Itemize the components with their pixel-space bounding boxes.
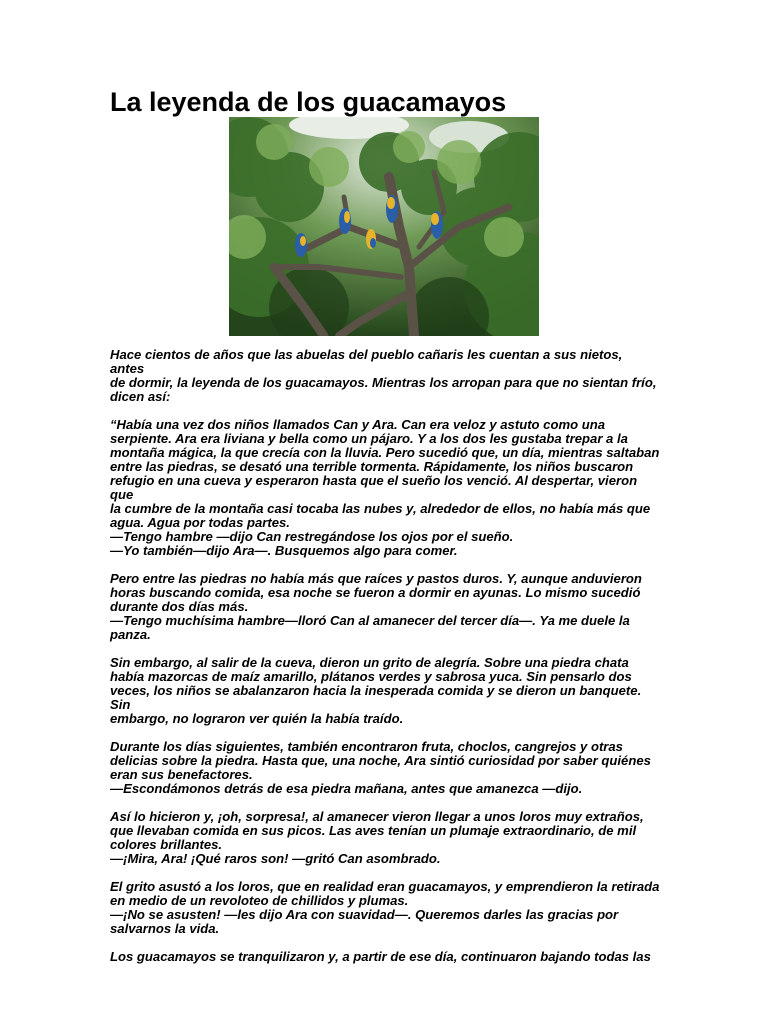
text-line: —Tengo hambre —dijo Can restregándose los ojos por el sueño.: [110, 529, 514, 544]
page-title: La leyenda de los guacamayos: [110, 87, 507, 117]
text-line: Pero entre las piedras no había más que raíces y pastos duros. Y, aunque anduvieron: [110, 571, 642, 586]
text-line: embargo, no lograron ver quién la había traído.: [110, 711, 404, 726]
text-line: serpiente. Ara era liviana y bella como un pájaro. Y a los dos les gustaba trepar a la: [110, 431, 628, 446]
story-paragraph: [110, 810, 660, 866]
text-line: Sin embargo, al salir de la cueva, dieron un grito de alegría. Sobre una piedra chata: [110, 655, 629, 670]
story-paragraph: [110, 572, 660, 642]
text-line: colores brillantes.: [110, 837, 223, 852]
text-line: horas buscando comida, esa noche se fueron a dormir en ayunas. Lo mismo sucedió: [110, 585, 641, 600]
text-line: —Escondámonos detrás de esa piedra mañana, antes que amanezca —dijo.: [110, 781, 583, 796]
text-line: que llevaban comida en sus picos. Las aves tenían un plumaje extraordinario, de mil: [110, 823, 637, 838]
text-line: Así lo hicieron y, ¡oh, sorpresa!, al amanecer vieron llegar a unos loros muy extraños,: [110, 809, 644, 824]
text-line: salvarnos la vida.: [110, 921, 220, 936]
text-line: la cumbre de la montaña casi tocaba las nubes y, alrededor de ellos, no había más que: [110, 501, 651, 516]
story-paragraph: [110, 656, 660, 726]
text-line: había mazorcas de maíz amarillo, plátanos verdes y sabrosa yuca. Sin pensarlo dos: [110, 669, 632, 684]
text-line: entre las piedras, se desató una terrible tormenta. Rápidamente, los niños buscaron: [110, 459, 634, 474]
text-line: Hace cientos de años que las abuelas del pueblo cañaris les cuentan a sus nietos, antes: [110, 347, 623, 376]
story-text: [110, 348, 660, 978]
text-line: durante dos días más.: [110, 599, 249, 614]
text-line: eran sus benefactores.: [110, 767, 253, 782]
text-line: de dormir, la leyenda de los guacamayos. Mientras los arropan para que no sientan frío,: [110, 375, 657, 390]
text-line: panza.: [110, 627, 151, 642]
text-line: refugio en una cueva y esperaron hasta que el sueño los venció. Al despertar, vieron que: [110, 473, 638, 502]
story-paragraph: [110, 880, 660, 936]
text-line: —Yo también—dijo Ara—. Busquemos algo para comer.: [110, 543, 458, 558]
story-paragraph: [110, 348, 660, 404]
text-line: en medio de un revoloteo de chillidos y plumas.: [110, 893, 409, 908]
text-line: —Tengo muchísima hambre—lloró Can al amanecer del tercer día—. Ya me duele la: [110, 613, 630, 628]
text-line: montaña mágica, la que crecía con la lluvia. Pero sucedió que, un día, mientras saltaban: [110, 445, 660, 460]
macaw-tree-photo: [229, 117, 539, 336]
text-line: —¡Mira, Ara! ¡Qué raros son! —gritó Can asombrado.: [110, 851, 441, 866]
text-line: delicias sobre la piedra. Hasta que, una noche, Ara sintió curiosidad por saber quiénes: [110, 753, 651, 768]
story-paragraph: [110, 950, 660, 964]
text-line: agua. Agua por todas partes.: [110, 515, 290, 530]
text-line: veces, los niños se abalanzaron hacia la inesperada comida y se dieron un banquete. Sin: [110, 683, 642, 712]
text-line: El grito asustó a los loros, que en realidad eran guacamayos, y emprendieron la retirada: [110, 879, 660, 894]
text-line: “Había una vez dos niños llamados Can y Ara. Can era veloz y astuto como una: [110, 417, 606, 432]
text-line: Durante los días siguientes, también encontraron fruta, choclos, cangrejos y otras: [110, 739, 623, 754]
text-line: dicen así:: [110, 389, 171, 404]
story-paragraph: [110, 740, 660, 796]
story-paragraph: [110, 418, 660, 558]
text-line: Los guacamayos se tranquilizaron y, a partir de ese día, continuaron bajando todas las: [110, 949, 651, 964]
text-line: —¡No se asusten! —les dijo Ara con suavidad—. Queremos darles las gracias por: [110, 907, 619, 922]
